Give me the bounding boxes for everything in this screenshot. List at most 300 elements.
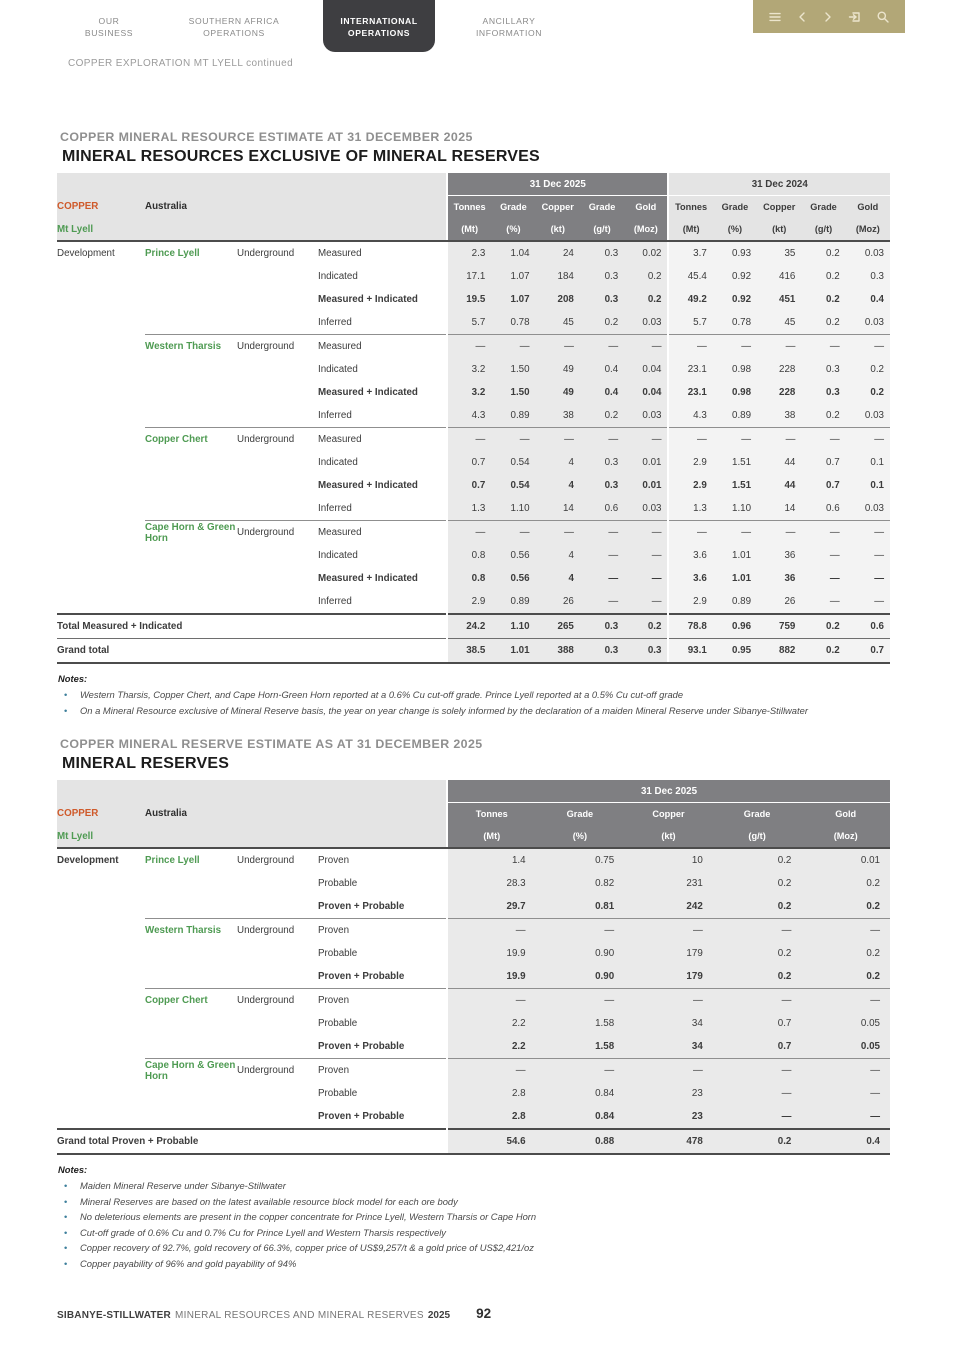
orebody-cell: [145, 497, 237, 521]
total-value-cell: 78.8: [668, 614, 712, 639]
value-cell: —: [580, 544, 624, 567]
value-cell: 0.2: [624, 265, 668, 288]
value-cell: 0.98: [713, 358, 757, 381]
value-cell: 1.10: [713, 497, 757, 521]
value-cell: 4.3: [668, 404, 712, 428]
unit-header: (%): [491, 218, 535, 241]
unit-header: (kt): [757, 218, 801, 241]
total-row-label: Grand total: [57, 639, 447, 664]
value-cell: 1.07: [491, 265, 535, 288]
table-corner: [57, 780, 447, 803]
value-cell: 0.2: [846, 358, 890, 381]
total-value-cell: 24.2: [447, 614, 491, 639]
category-cell: Measured + Indicated: [318, 387, 418, 398]
value-cell: 0.2: [713, 872, 802, 895]
mining-method-cell: Underground: [237, 428, 318, 452]
value-cell: 0.03: [624, 497, 668, 521]
value-cell: 45: [757, 311, 801, 335]
tab-international-operations[interactable]: INTERNATIONAL OPERATIONS: [323, 0, 435, 52]
value-cell: 3.2: [447, 358, 491, 381]
value-cell: 36: [757, 544, 801, 567]
value-cell: 0.7: [713, 1012, 802, 1035]
value-cell: —: [580, 428, 624, 452]
note-item: • No deleterious elements are present in the copper concentrate for Prince Lyell, Western Tharsis or Cape Horn: [57, 1209, 890, 1225]
value-cell: —: [668, 521, 712, 545]
total-value-cell: 0.2: [713, 1129, 802, 1154]
project-cell: [57, 1012, 145, 1035]
value-cell: 4.3: [447, 404, 491, 428]
value-cell: 14: [536, 497, 580, 521]
project-cell: [57, 590, 145, 614]
orebody-cell: Western Tharsis: [145, 335, 237, 359]
unit-header: (Moz): [801, 825, 890, 848]
value-cell: 28.3: [447, 872, 536, 895]
value-cell: —: [447, 1059, 536, 1083]
project-cell: [57, 1059, 145, 1083]
tab-our-business[interactable]: OUR BUSINESS: [84, 16, 134, 38]
orebody-cell: [145, 942, 237, 965]
value-cell: 0.3: [580, 451, 624, 474]
commodity-label: COPPER: [57, 803, 145, 826]
value-cell: 29.7: [447, 895, 536, 919]
value-cell: —: [801, 989, 890, 1013]
project-cell: [57, 311, 145, 335]
value-cell: 0.3: [580, 265, 624, 288]
value-cell: —: [624, 919, 713, 943]
project-cell: [57, 942, 145, 965]
value-cell: 0.89: [713, 404, 757, 428]
value-cell: 36: [757, 567, 801, 590]
note-item: • Copper recovery of 92.7%, gold recovery of 66.3%, copper price of US$9,257/t & a gold price of US$2,421/oz: [57, 1240, 890, 1256]
orebody-cell: Prince Lyell: [145, 855, 200, 866]
value-cell: 1.4: [447, 848, 536, 872]
total-value-cell: 478: [624, 1129, 713, 1154]
value-cell: 0.1: [846, 451, 890, 474]
orebody-cell: [145, 872, 237, 895]
category-cell: Indicated: [318, 364, 358, 375]
project-cell: [57, 872, 145, 895]
value-cell: —: [447, 428, 491, 452]
value-cell: 1.51: [713, 451, 757, 474]
unit-header: (Moz): [624, 218, 668, 241]
column-header: Grade: [713, 196, 757, 219]
value-cell: 5.7: [668, 311, 712, 335]
value-cell: 14: [757, 497, 801, 521]
mining-method-cell: [237, 942, 318, 965]
orebody-cell: Cape Horn & Green Horn: [145, 1059, 236, 1082]
unit-header: (Mt): [447, 825, 536, 848]
value-cell: 0.01: [801, 848, 890, 872]
orebody-cell: Copper Chert: [145, 428, 237, 452]
category-cell: Proven: [318, 919, 447, 943]
value-cell: —: [668, 428, 712, 452]
mining-method-cell: [237, 358, 318, 381]
menu-icon[interactable]: [768, 10, 782, 24]
category-cell: Measured: [318, 521, 447, 545]
project-cell: [57, 567, 145, 590]
category-cell: Probable: [318, 878, 358, 889]
value-cell: 179: [624, 965, 713, 989]
total-row-label: Grand total Proven + Probable: [57, 1129, 447, 1154]
total-value-cell: 759: [757, 614, 801, 639]
column-header: Grade: [580, 196, 624, 219]
value-cell: 0.3: [801, 381, 845, 404]
project-cell: [57, 919, 145, 943]
project-cell: [57, 544, 145, 567]
value-cell: 0.2: [713, 942, 802, 965]
value-cell: 23.1: [668, 358, 712, 381]
value-cell: 0.03: [846, 241, 890, 265]
mining-method-cell: [237, 895, 318, 919]
value-cell: —: [801, 590, 845, 614]
value-cell: 208: [536, 288, 580, 311]
footer-brand: SIBANYE-STILLWATER: [57, 1310, 171, 1321]
value-cell: 45.4: [668, 265, 712, 288]
value-cell: 2.3: [447, 241, 491, 265]
value-cell: —: [447, 521, 491, 545]
value-cell: 184: [536, 265, 580, 288]
orebody-cell: [145, 288, 237, 311]
project-cell: [57, 451, 145, 474]
orebody-cell: Copper Chert: [145, 989, 237, 1013]
value-cell: 0.2: [801, 942, 890, 965]
value-cell: —: [757, 521, 801, 545]
value-cell: 0.8: [447, 544, 491, 567]
value-cell: —: [624, 544, 668, 567]
column-header: Copper: [624, 803, 713, 826]
project-cell: [57, 497, 145, 521]
total-value-cell: 1.10: [491, 614, 535, 639]
project-cell: [57, 1105, 145, 1129]
value-cell: 23.1: [668, 381, 712, 404]
value-cell: —: [536, 521, 580, 545]
value-cell: —: [491, 335, 535, 359]
value-cell: 2.9: [447, 590, 491, 614]
value-cell: 0.89: [491, 590, 535, 614]
footer-doc-title: MINERAL RESOURCES AND MINERAL RESERVES: [174, 1310, 424, 1321]
reserve-eyebrow: COPPER MINERAL RESERVE ESTIMATE AS AT 31 DECEMBER 2025: [60, 737, 483, 751]
chevron-right-icon[interactable]: [822, 10, 834, 24]
value-cell: —: [846, 428, 890, 452]
category-cell: Indicated: [318, 271, 358, 282]
value-cell: 0.03: [846, 497, 890, 521]
resource-title: MINERAL RESOURCES EXCLUSIVE OF MINERAL RESERVES: [62, 148, 540, 165]
category-cell: Inferred: [318, 596, 352, 607]
value-cell: 0.56: [491, 544, 535, 567]
value-cell: —: [580, 567, 624, 590]
value-cell: 3.2: [447, 381, 491, 404]
value-cell: 19.9: [447, 965, 536, 989]
category-cell: Proven + Probable: [318, 1041, 405, 1052]
value-cell: 2.9: [668, 474, 712, 497]
orebody-cell: [145, 1035, 237, 1059]
value-cell: 0.03: [846, 311, 890, 335]
value-cell: 451: [757, 288, 801, 311]
total-value-cell: 0.3: [580, 639, 624, 664]
value-cell: —: [846, 335, 890, 359]
value-cell: 35: [757, 241, 801, 265]
orebody-cell: [145, 567, 237, 590]
value-cell: 0.03: [846, 404, 890, 428]
value-cell: 0.78: [491, 311, 535, 335]
total-value-cell: 0.88: [536, 1129, 625, 1154]
category-cell: Indicated: [318, 457, 358, 468]
page-number: 92: [476, 1306, 492, 1321]
orebody-cell: [145, 311, 237, 335]
region-label: Australia: [145, 803, 447, 826]
mining-method-cell: [237, 474, 318, 497]
mining-method-cell: Underground: [237, 855, 295, 866]
category-cell: Measured + Indicated: [318, 573, 418, 584]
reserve-notes-label: Notes:: [58, 1164, 88, 1175]
value-cell: 2.9: [668, 451, 712, 474]
mining-method-cell: [237, 404, 318, 428]
mining-method-cell: [237, 872, 318, 895]
value-cell: 0.01: [624, 474, 668, 497]
total-value-cell: 0.96: [713, 614, 757, 639]
total-value-cell: 0.7: [846, 639, 890, 664]
value-cell: —: [713, 1059, 802, 1083]
value-cell: 24: [536, 241, 580, 265]
value-cell: —: [624, 989, 713, 1013]
value-cell: —: [801, 335, 845, 359]
value-cell: 0.2: [713, 895, 802, 919]
value-cell: 0.3: [846, 265, 890, 288]
value-cell: —: [668, 335, 712, 359]
value-cell: —: [801, 1105, 890, 1129]
orebody-cell: [145, 404, 237, 428]
value-cell: —: [801, 1082, 890, 1105]
category-cell: Inferred: [318, 503, 352, 514]
value-cell: 0.2: [713, 848, 802, 872]
value-cell: 2.8: [447, 1105, 536, 1129]
value-cell: 0.05: [801, 1012, 890, 1035]
value-cell: 0.89: [713, 590, 757, 614]
value-cell: 0.7: [447, 474, 491, 497]
mining-method-cell: [237, 288, 318, 311]
value-cell: 2.9: [668, 590, 712, 614]
value-cell: —: [624, 428, 668, 452]
value-cell: 0.2: [801, 965, 890, 989]
value-cell: 1.01: [713, 544, 757, 567]
chevron-left-icon[interactable]: [796, 10, 808, 24]
total-value-cell: 0.2: [624, 614, 668, 639]
value-cell: —: [801, 1059, 890, 1083]
column-header: Copper: [536, 196, 580, 219]
value-cell: 44: [757, 451, 801, 474]
value-cell: 0.3: [580, 241, 624, 265]
mining-method-cell: Underground: [237, 248, 295, 259]
value-cell: 44: [757, 474, 801, 497]
value-cell: —: [624, 335, 668, 359]
column-header: Tonnes: [668, 196, 712, 219]
value-cell: —: [801, 567, 845, 590]
value-cell: 38: [536, 404, 580, 428]
value-cell: 0.82: [536, 872, 625, 895]
total-value-cell: 93.1: [668, 639, 712, 664]
category-cell: Measured: [318, 428, 447, 452]
value-cell: —: [447, 919, 536, 943]
value-cell: 1.50: [491, 358, 535, 381]
orebody-cell: Prince Lyell: [145, 248, 200, 259]
value-cell: 1.3: [447, 497, 491, 521]
unit-header: (Moz): [846, 218, 890, 241]
column-header: Grade: [713, 803, 802, 826]
value-cell: 0.6: [801, 497, 845, 521]
value-cell: 0.2: [801, 265, 845, 288]
project-cell: [57, 288, 145, 311]
value-cell: 49: [536, 358, 580, 381]
tab-southern-africa-operations[interactable]: SOUTHERN AFRICA OPERATIONS: [188, 16, 280, 38]
value-cell: 34: [624, 1012, 713, 1035]
value-cell: 1.58: [536, 1012, 625, 1035]
value-cell: 0.8: [447, 567, 491, 590]
mining-method-cell: Underground: [237, 919, 318, 943]
project-cell: [57, 965, 145, 989]
value-cell: 4: [536, 544, 580, 567]
value-cell: 0.7: [801, 474, 845, 497]
mining-method-cell: Underground: [237, 335, 318, 359]
note-item: • Maiden Mineral Reserve under Sibanye-Stillwater: [57, 1178, 890, 1194]
value-cell: 49: [536, 381, 580, 404]
orebody-cell: Cape Horn & Green Horn: [145, 521, 236, 544]
value-cell: 0.75: [536, 848, 625, 872]
value-cell: 0.2: [580, 404, 624, 428]
value-cell: 242: [624, 895, 713, 919]
table-corner: [57, 173, 447, 196]
orebody-cell: [145, 1012, 237, 1035]
value-cell: 1.58: [536, 1035, 625, 1059]
project-cell: [57, 474, 145, 497]
category-cell: Proven + Probable: [318, 901, 405, 912]
search-icon[interactable]: [876, 10, 890, 24]
value-cell: 4: [536, 451, 580, 474]
value-cell: 26: [757, 590, 801, 614]
unit-header: (kt): [536, 218, 580, 241]
value-cell: —: [713, 1082, 802, 1105]
orebody-cell: [145, 265, 237, 288]
value-cell: 0.7: [447, 451, 491, 474]
mining-method-cell: Underground: [237, 521, 318, 545]
value-cell: 0.93: [713, 241, 757, 265]
value-cell: 0.3: [801, 358, 845, 381]
value-cell: 0.54: [491, 451, 535, 474]
mining-method-cell: [237, 381, 318, 404]
value-cell: —: [713, 989, 802, 1013]
value-cell: —: [713, 1105, 802, 1129]
value-cell: 3.6: [668, 567, 712, 590]
total-value-cell: 388: [536, 639, 580, 664]
category-cell: Probable: [318, 1018, 358, 1029]
unit-header: (Mt): [668, 218, 712, 241]
resource-notes-label: Notes:: [58, 673, 88, 684]
project-cell: [57, 381, 145, 404]
value-cell: 1.51: [713, 474, 757, 497]
category-cell: Indicated: [318, 550, 358, 561]
value-cell: —: [580, 335, 624, 359]
orebody-cell: [145, 451, 237, 474]
value-cell: 0.02: [624, 241, 668, 265]
year-header: 31 Dec 2025: [447, 780, 890, 803]
value-cell: 0.01: [624, 451, 668, 474]
mining-method-cell: Underground: [237, 989, 318, 1013]
unit-header: (g/t): [713, 825, 802, 848]
total-value-cell: 38.5: [447, 639, 491, 664]
category-cell: Proven + Probable: [318, 971, 405, 982]
value-cell: 0.2: [801, 404, 845, 428]
total-value-cell: 265: [536, 614, 580, 639]
value-cell: 1.3: [668, 497, 712, 521]
resource-table: [57, 173, 890, 664]
footer-year: 2025: [427, 1310, 451, 1321]
value-cell: 0.2: [801, 311, 845, 335]
value-cell: 0.90: [536, 965, 625, 989]
category-cell: Probable: [318, 948, 358, 959]
value-cell: 0.1: [846, 474, 890, 497]
orebody-cell: [145, 474, 237, 497]
value-cell: 0.05: [801, 1035, 890, 1059]
value-cell: —: [624, 1059, 713, 1083]
value-cell: 0.3: [580, 288, 624, 311]
value-cell: 38: [757, 404, 801, 428]
value-cell: 228: [757, 358, 801, 381]
value-cell: 4: [536, 567, 580, 590]
value-cell: 231: [624, 872, 713, 895]
value-cell: 10: [624, 848, 713, 872]
tab-ancillary-information[interactable]: ANCILLARY INFORMATION: [475, 16, 543, 38]
value-cell: 5.7: [447, 311, 491, 335]
reserve-title: MINERAL RESERVES: [62, 755, 230, 772]
value-cell: 0.2: [624, 288, 668, 311]
resource-section: [57, 130, 890, 718]
unit-header: (kt): [624, 825, 713, 848]
reserve-table: [57, 780, 890, 1155]
value-cell: 0.81: [536, 895, 625, 919]
category-cell: Proven: [318, 855, 350, 866]
top-tab-bar: [73, 0, 557, 52]
total-value-cell: 0.95: [713, 639, 757, 664]
value-cell: —: [536, 1059, 625, 1083]
value-cell: 0.54: [491, 474, 535, 497]
value-cell: —: [801, 428, 845, 452]
return-icon[interactable]: [848, 10, 862, 24]
value-cell: 1.01: [713, 567, 757, 590]
value-cell: 1.04: [491, 241, 535, 265]
orebody-cell: [145, 544, 237, 567]
value-cell: —: [846, 590, 890, 614]
value-cell: 0.92: [713, 265, 757, 288]
site-label: Mt Lyell: [57, 218, 447, 241]
value-cell: —: [536, 335, 580, 359]
unit-header: (g/t): [580, 218, 624, 241]
mining-method-cell: [237, 1082, 318, 1105]
value-cell: 2.2: [447, 1012, 536, 1035]
value-cell: 0.90: [536, 942, 625, 965]
project-cell: [57, 335, 145, 359]
project-cell: [57, 989, 145, 1013]
column-header: Gold: [846, 196, 890, 219]
value-cell: 49.2: [668, 288, 712, 311]
orebody-cell: [145, 965, 237, 989]
note-item: • Mineral Reserves are based on the latest available resource block model for each ore body: [57, 1194, 890, 1210]
unit-header: (Mt): [447, 218, 491, 241]
category-cell: Inferred: [318, 317, 352, 328]
value-cell: 0.04: [624, 358, 668, 381]
category-cell: Proven: [318, 989, 447, 1013]
value-cell: 0.2: [801, 872, 890, 895]
value-cell: 17.1: [447, 265, 491, 288]
resource-notes: [57, 687, 890, 718]
